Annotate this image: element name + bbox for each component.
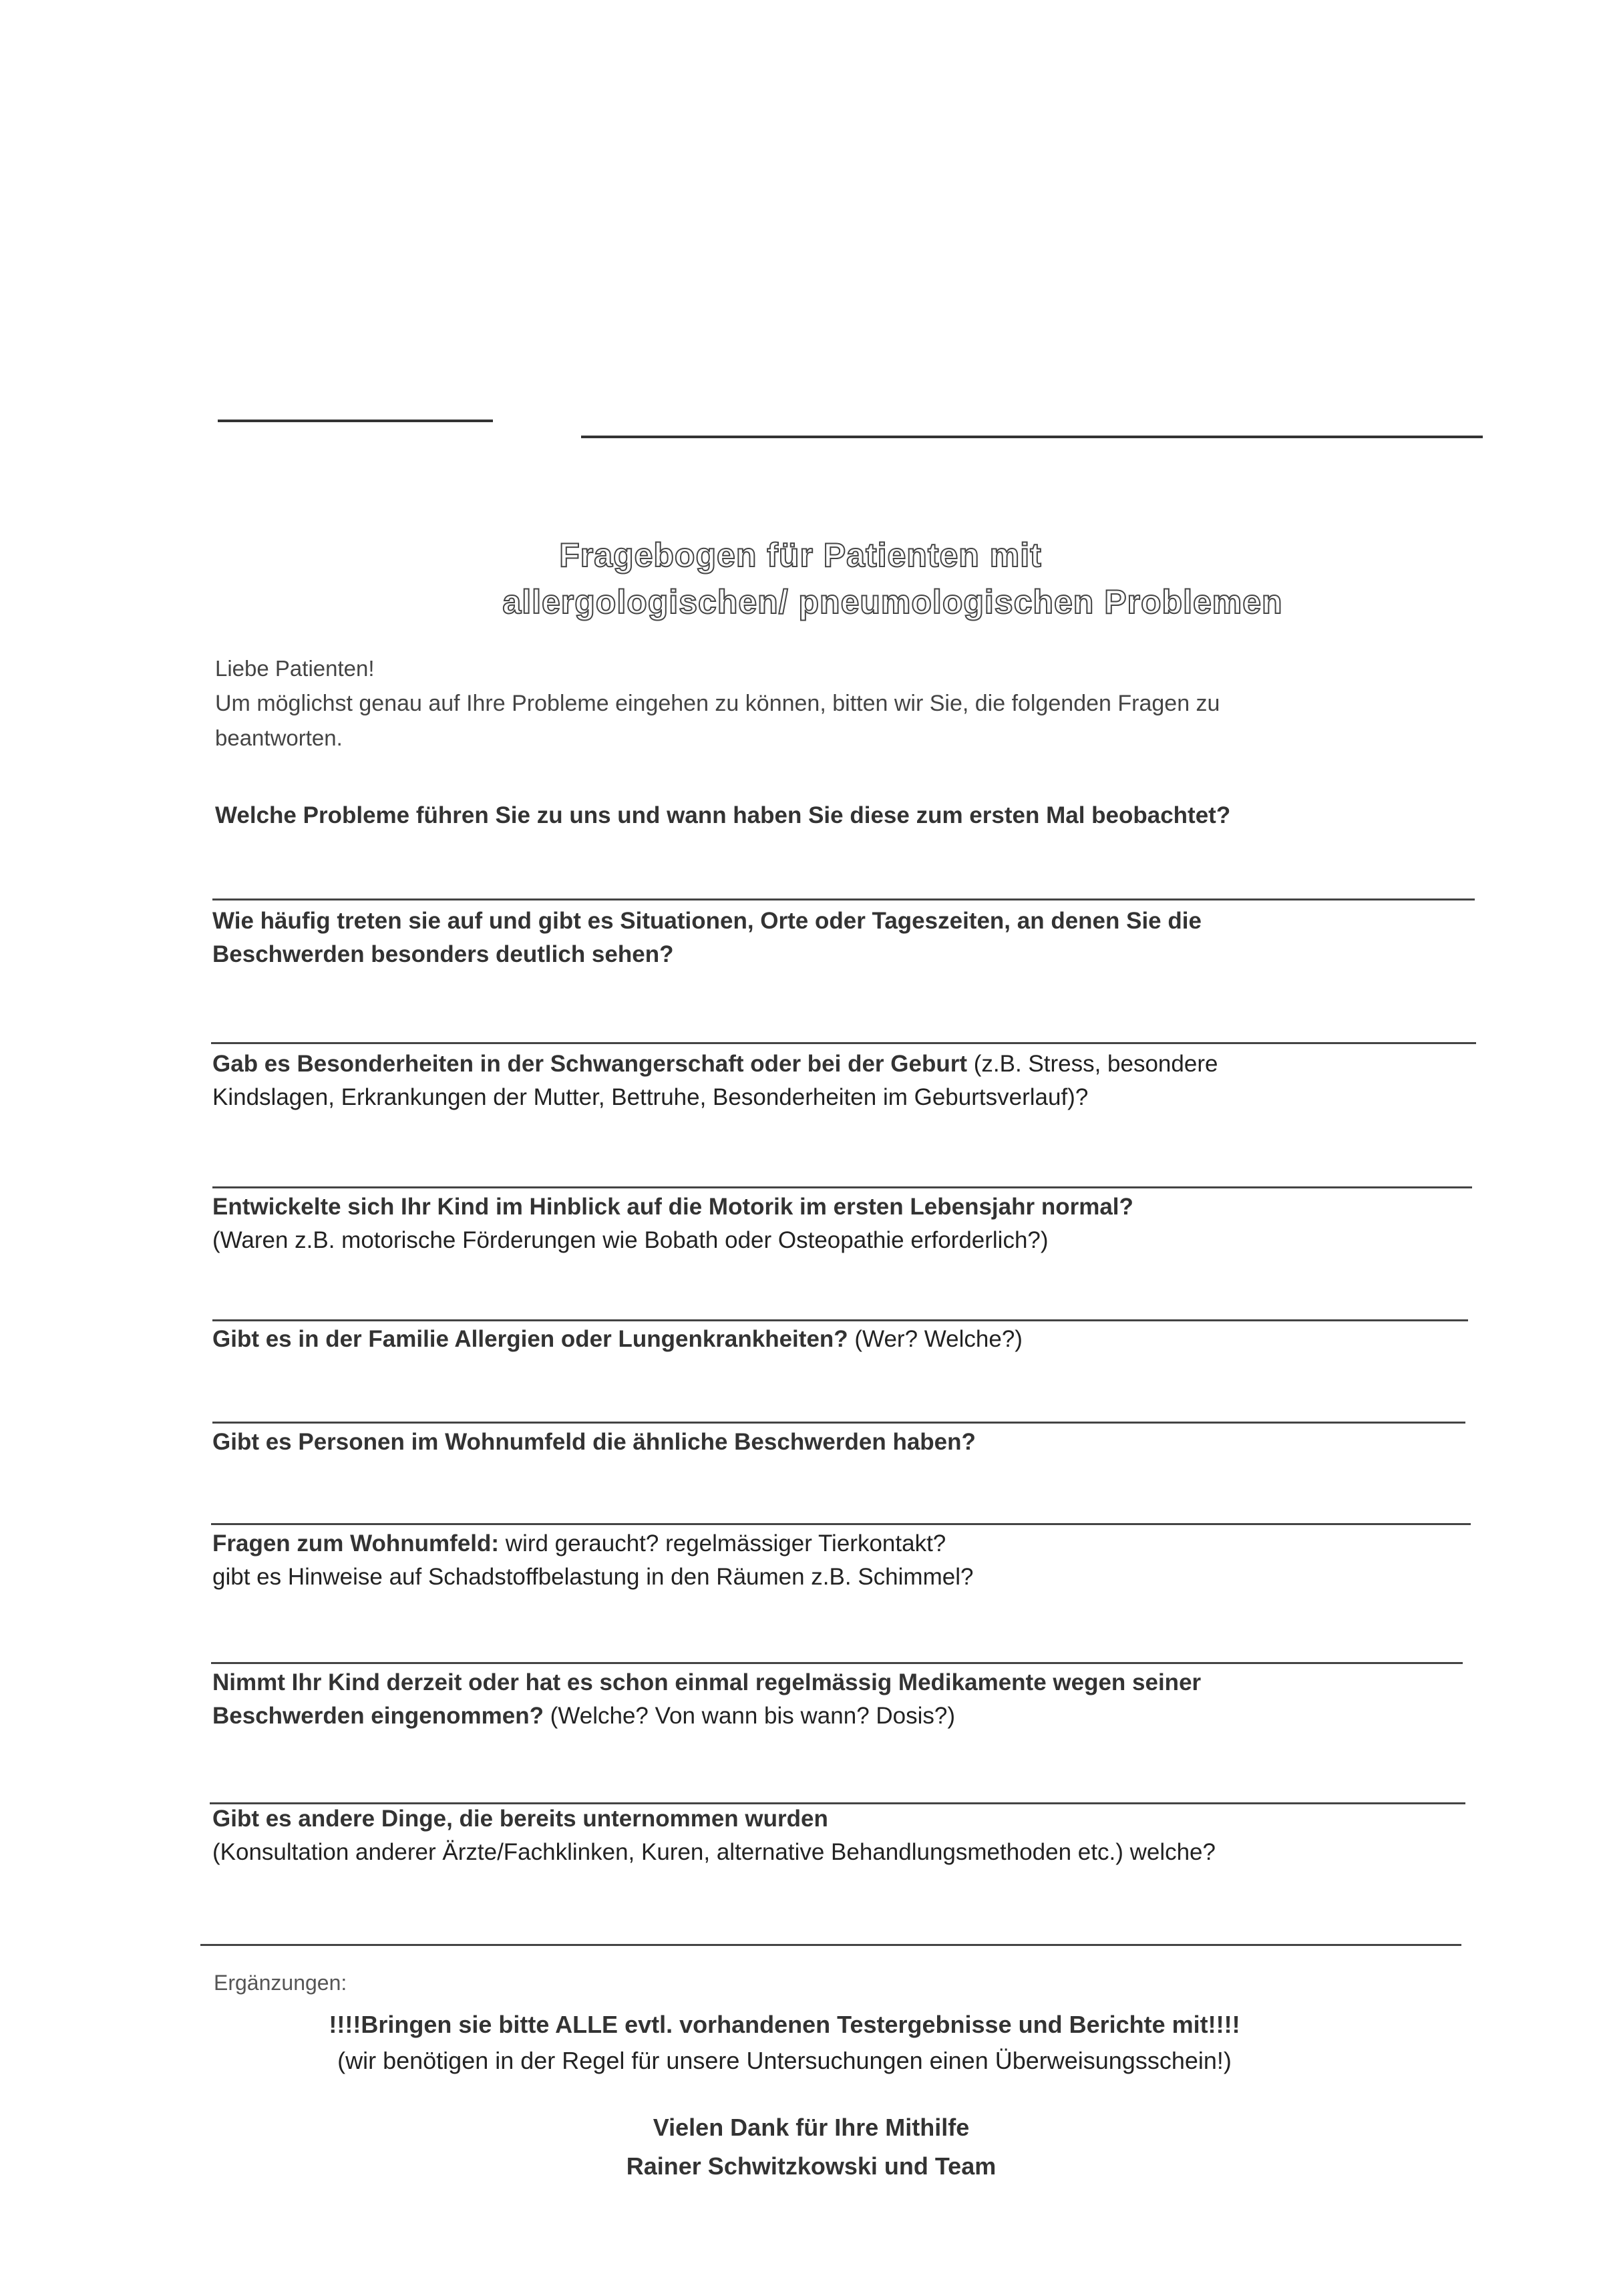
answer-line-3[interactable]	[212, 1186, 1472, 1188]
question-3-text-bold: Gab es Besonderheiten in der Schwangerschaft oder bei der Geburt	[212, 1051, 967, 1077]
question-6	[212, 1426, 976, 1459]
question-5	[212, 1323, 1023, 1356]
question-3-text-line2: Kindslagen, Erkrankungen der Mutter, Bettruhe, Besonderheiten im Geburtsverlauf)?	[212, 1084, 1089, 1110]
title-line-1: Fragebogen für Patienten mit	[559, 536, 1042, 574]
question-6-text: Gibt es Personen im Wohnumfeld die ähnliche Beschwerden haben?	[212, 1429, 976, 1455]
header-line-right	[581, 436, 1483, 438]
closing-thanks: Vielen Dank für Ihre Mithilfe	[653, 2114, 970, 2141]
additions-bring-note: !!!!Bringen sie bitte ALLE evtl. vorhandenen Testergebnisse und Berichte mit!!!!	[329, 2011, 1240, 2038]
question-5-text-normal: (Wer? Welche?)	[848, 1326, 1023, 1352]
question-1-text: Welche Probleme führen Sie zu uns und wann haben Sie diese zum ersten Mal beobachtet?	[215, 802, 1231, 828]
question-7-text-normal: wird geraucht? regelmässiger Tierkontakt?	[499, 1530, 946, 1556]
question-2	[212, 905, 1202, 971]
question-4-subtext: (Waren z.B. motorische Förderungen wie Bobath oder Osteopathie erforderlich?)	[212, 1227, 1049, 1253]
question-2-text-line1: Wie häufig treten sie auf und gibt es Situationen, Orte oder Tageszeiten, an denen Sie die	[212, 908, 1202, 934]
question-5-text-bold: Gibt es in der Familie Allergien oder Lungenkrankheiten?	[212, 1326, 848, 1352]
question-7-text-bold: Fragen zum Wohnumfeld:	[212, 1530, 500, 1556]
answer-line-2[interactable]	[211, 1042, 1476, 1044]
question-1	[215, 799, 1230, 832]
question-9	[212, 1802, 1216, 1869]
intro-greeting: Liebe Patienten!	[215, 656, 375, 681]
question-7-text-line2: gibt es Hinweise auf Schadstoffbelastung in den Räumen z.B. Schimmel?	[212, 1564, 974, 1590]
question-8-text-line2-normal: (Welche? Von wann bis wann? Dosis?)	[543, 1703, 956, 1729]
additions-label: Ergänzungen:	[214, 1971, 347, 1995]
answer-line-6[interactable]	[211, 1523, 1471, 1525]
header-line-left	[218, 420, 493, 422]
intro-line-2: beantworten.	[215, 725, 343, 750]
answer-line-1[interactable]	[212, 898, 1475, 900]
question-2-text-line2: Beschwerden besonders deutlich sehen?	[212, 941, 674, 967]
question-8-text-line2-bold: Beschwerden eingenommen?	[212, 1703, 544, 1729]
question-7	[212, 1527, 973, 1594]
question-4	[212, 1190, 1133, 1257]
answer-line-5[interactable]	[212, 1422, 1465, 1424]
question-9-subtext: (Konsultation anderer Ärzte/Fachklinken, Kuren, alternative Behandlungsmethoden etc.) welche?	[212, 1839, 1216, 1865]
title-line-2: allergologischen/ pneumologischen Problemen	[502, 583, 1283, 621]
question-8	[212, 1666, 1201, 1733]
additions-referral-note: (wir benötigen in der Regel für unsere Untersuchungen einen Überweisungsschein!)	[337, 2047, 1232, 2074]
question-3	[212, 1047, 1218, 1114]
answer-line-9[interactable]	[200, 1944, 1461, 1946]
question-3-text-normal: (z.B. Stress, besondere	[967, 1051, 1218, 1077]
question-9-text: Gibt es andere Dinge, die bereits unternommen wurden	[212, 1806, 828, 1832]
answer-line-4[interactable]	[212, 1319, 1468, 1321]
question-4-text: Entwickelte sich Ihr Kind im Hinblick auf die Motorik im ersten Lebensjahr normal?	[212, 1194, 1133, 1220]
question-8-text-line1: Nimmt Ihr Kind derzeit oder hat es schon einmal regelmässig Medikamente wegen seiner	[212, 1669, 1202, 1695]
closing-signature: Rainer Schwitzkowski und Team	[626, 2152, 997, 2180]
intro-line-1: Um möglichst genau auf Ihre Probleme eingehen zu können, bitten wir Sie, die folgenden Fragen zu	[215, 691, 1220, 716]
answer-line-7[interactable]	[211, 1662, 1463, 1664]
